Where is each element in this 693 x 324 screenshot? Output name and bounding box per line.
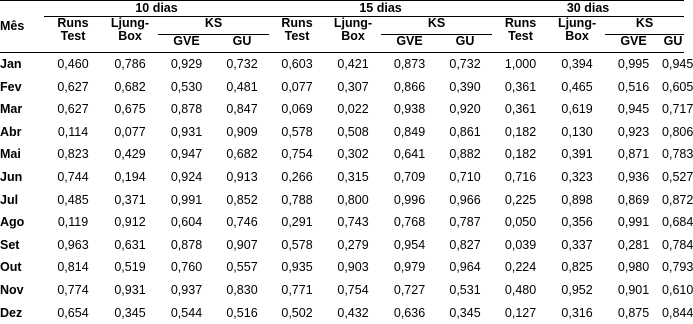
p-value-cell: 0,931 [102,279,158,302]
p-value-cell: 0,995 [605,53,662,76]
p-value-cell: 0,901 [605,279,662,302]
p-value-cell: 0,544 [158,302,215,324]
p-value-cell: 0,077 [102,121,158,144]
p-value-cell: 0,852 [215,189,269,212]
p-value-cell: 0,937 [158,279,215,302]
p-value-cell: 0,345 [438,302,492,324]
p-value-cell: 0,912 [102,211,158,234]
p-value-cell: 0,182 [492,121,549,144]
p-value-cell: 0,787 [438,211,492,234]
p-value-cell: 0,784 [662,234,684,257]
p-value-cell: 0,786 [102,53,158,76]
p-value-cell: 0,610 [662,279,684,302]
p-value-cell: 0,744 [44,166,102,189]
table-row [0,53,684,76]
p-value-cell: 0,281 [605,234,662,257]
p-value-cell: 0,502 [269,302,325,324]
p-value-cell: 0,783 [662,143,684,166]
table-row [0,189,684,212]
p-value-cell: 0,847 [215,98,269,121]
p-value-cell: 0,830 [215,279,269,302]
p-value-cell: 0,991 [605,211,662,234]
p-value-cell: 0,390 [438,76,492,99]
p-value-cell: 0,356 [549,211,605,234]
p-value-cell: 0,194 [102,166,158,189]
ljung-box-header-15: Ljung- Box [325,17,381,53]
p-value-cell: 0,619 [549,98,605,121]
p-value-cell: 0,947 [158,143,215,166]
p-value-cell: 0,481 [215,76,269,99]
p-value-cell: 0,952 [549,279,605,302]
p-value-cell: 0,279 [325,234,381,257]
period-header-30: 30 dias [492,0,684,17]
p-value-cell: 0,119 [44,211,102,234]
runs-test-header-30: Runs Test [492,17,549,53]
p-value-cell: 0,936 [605,166,662,189]
table-row [0,143,684,166]
p-value-cell: 0,641 [381,143,438,166]
p-value-cell: 0,869 [605,189,662,212]
month-label: Jan [0,53,44,76]
p-value-cell: 0,421 [325,53,381,76]
p-value-cell: 0,682 [102,76,158,99]
p-value-cell: 0,371 [102,189,158,212]
runs-test-header-10: Runs Test [44,17,102,53]
p-value-cell: 0,391 [549,143,605,166]
p-value-cell: 0,531 [438,279,492,302]
p-value-cell: 0,732 [438,53,492,76]
table-body [0,53,684,324]
p-value-cell: 0,682 [215,143,269,166]
p-value-cell: 0,760 [158,256,215,279]
month-label: Nov [0,279,44,302]
p-value-cell: 0,945 [605,98,662,121]
p-value-cell: 0,077 [269,76,325,99]
p-value-cell: 0,361 [492,98,549,121]
p-value-cell: 0,954 [381,234,438,257]
p-value-cell: 0,130 [549,121,605,144]
table-row [0,121,684,144]
p-value-cell: 0,516 [215,302,269,324]
p-value-cell: 0,578 [269,234,325,257]
p-value-cell: 0,800 [325,189,381,212]
p-value-cell: 0,709 [381,166,438,189]
p-value-cell: 0,938 [381,98,438,121]
p-value-cell: 0,022 [325,98,381,121]
p-value-cell: 0,675 [102,98,158,121]
month-label: Jun [0,166,44,189]
p-value-cell: 0,913 [215,166,269,189]
gve-header-10: GVE [158,35,215,53]
month-label: Mai [0,143,44,166]
p-value-cell: 0,578 [269,121,325,144]
month-label: Set [0,234,44,257]
p-value-cell: 0,432 [325,302,381,324]
p-value-cell: 0,266 [269,166,325,189]
p-value-cell: 0,793 [662,256,684,279]
gu-header-10: GU [215,35,269,53]
p-value-cell: 0,898 [549,189,605,212]
p-value-cell: 0,485 [44,189,102,212]
p-value-cell: 0,754 [269,143,325,166]
p-value-cell: 0,604 [158,211,215,234]
p-value-cell: 0,823 [44,143,102,166]
ljung-box-header-10: Ljung- Box [102,17,158,53]
p-value-cell: 0,991 [158,189,215,212]
p-value-cell: 0,710 [438,166,492,189]
p-value-cell: 0,866 [381,76,438,99]
p-value-cell: 0,039 [492,234,549,257]
table-row [0,234,684,257]
table-row [0,76,684,99]
p-value-cell: 0,636 [381,302,438,324]
p-value-cell: 0,316 [549,302,605,324]
p-value-cell: 0,882 [438,143,492,166]
p-value-cell: 0,929 [158,53,215,76]
gu-header-30: GU [662,35,684,53]
p-value-cell: 0,717 [662,98,684,121]
p-value-cell: 0,605 [662,76,684,99]
p-value-cell: 0,627 [44,98,102,121]
p-value-cell: 0,743 [325,211,381,234]
p-value-cell: 0,861 [438,121,492,144]
p-value-cell: 0,825 [549,256,605,279]
p-value-cell: 0,844 [662,302,684,324]
p-value-cell: 0,631 [102,234,158,257]
p-value-cell: 0,872 [662,189,684,212]
month-header: Mês [0,0,44,53]
p-value-cell: 0,603 [269,53,325,76]
p-value-cell: 0,654 [44,302,102,324]
p-value-cell: 0,114 [44,121,102,144]
p-value-cell: 0,361 [492,76,549,99]
p-value-cell: 0,923 [605,121,662,144]
p-value-cell: 0,480 [492,279,549,302]
p-value-cell: 0,788 [269,189,325,212]
p-value-cell: 0,907 [215,234,269,257]
gve-header-30: GVE [605,35,662,53]
p-value-cell: 0,069 [269,98,325,121]
p-value-cell: 0,627 [44,76,102,99]
ljung-box-header-30: Ljung- Box [549,17,605,53]
p-value-cell: 0,849 [381,121,438,144]
p-value-cell: 0,924 [158,166,215,189]
p-value-cell: 0,909 [215,121,269,144]
month-label: Out [0,256,44,279]
p-value-cell: 0,806 [662,121,684,144]
p-value-cell: 0,225 [492,189,549,212]
p-value-cell: 0,966 [438,189,492,212]
p-value-cell: 0,460 [44,53,102,76]
p-value-cell: 0,945 [662,53,684,76]
p-value-cell: 0,963 [44,234,102,257]
p-value-cell: 0,980 [605,256,662,279]
p-value-cell: 0,516 [605,76,662,99]
p-value-cell: 0,903 [325,256,381,279]
month-label: Fev [0,76,44,99]
p-value-cell: 0,530 [158,76,215,99]
p-value-cell: 0,307 [325,76,381,99]
p-value-cell: 0,291 [269,211,325,234]
p-value-cell: 0,315 [325,166,381,189]
month-label: Dez [0,302,44,324]
p-value-cell: 0,557 [215,256,269,279]
p-value-cell: 0,996 [381,189,438,212]
table-row [0,256,684,279]
p-value-cell: 0,429 [102,143,158,166]
p-value-cell: 0,979 [381,256,438,279]
gu-header-15: GU [438,35,492,53]
p-value-cell: 0,774 [44,279,102,302]
p-value-cell: 0,684 [662,211,684,234]
month-label: Abr [0,121,44,144]
p-value-cell: 0,873 [381,53,438,76]
ks-header-30: KS [605,17,684,35]
p-value-cell: 0,814 [44,256,102,279]
table-row [0,211,684,234]
p-value-cell: 0,182 [492,143,549,166]
period-header-15: 15 dias [269,0,492,17]
p-value-cell: 0,827 [438,234,492,257]
p-value-cell: 0,964 [438,256,492,279]
p-value-cell: 0,871 [605,143,662,166]
p-value-cell: 0,878 [158,234,215,257]
month-label: Mar [0,98,44,121]
p-value-cell: 0,754 [325,279,381,302]
p-value-cell: 0,746 [215,211,269,234]
p-value-cell: 0,508 [325,121,381,144]
ks-header-15: KS [381,17,492,35]
p-value-cell: 1,000 [492,53,549,76]
p-value-cell: 0,323 [549,166,605,189]
p-value-cell: 0,771 [269,279,325,302]
p-value-cell: 0,732 [215,53,269,76]
ks-header-10: KS [158,17,269,35]
p-value-cell: 0,345 [102,302,158,324]
p-value-cell: 0,935 [269,256,325,279]
p-value-cell: 0,519 [102,256,158,279]
table-row [0,302,684,324]
p-value-cell: 0,878 [158,98,215,121]
p-value-cell: 0,224 [492,256,549,279]
p-value-cell: 0,875 [605,302,662,324]
p-value-cell: 0,465 [549,76,605,99]
gve-header-15: GVE [381,35,438,53]
p-value-cell: 0,050 [492,211,549,234]
month-label: Ago [0,211,44,234]
p-value-cell: 0,527 [662,166,684,189]
p-value-cell: 0,127 [492,302,549,324]
p-value-cell: 0,337 [549,234,605,257]
table-row [0,279,684,302]
p-value-cell: 0,394 [549,53,605,76]
p-value-cell: 0,727 [381,279,438,302]
period-header-10: 10 dias [44,0,269,17]
p-value-cell: 0,931 [158,121,215,144]
table-row [0,98,684,121]
month-label: Jul [0,189,44,212]
p-value-cell: 0,920 [438,98,492,121]
p-value-cell: 0,768 [381,211,438,234]
p-value-cell: 0,716 [492,166,549,189]
p-value-cell: 0,302 [325,143,381,166]
table-row [0,166,684,189]
runs-test-header-15: Runs Test [269,17,325,53]
